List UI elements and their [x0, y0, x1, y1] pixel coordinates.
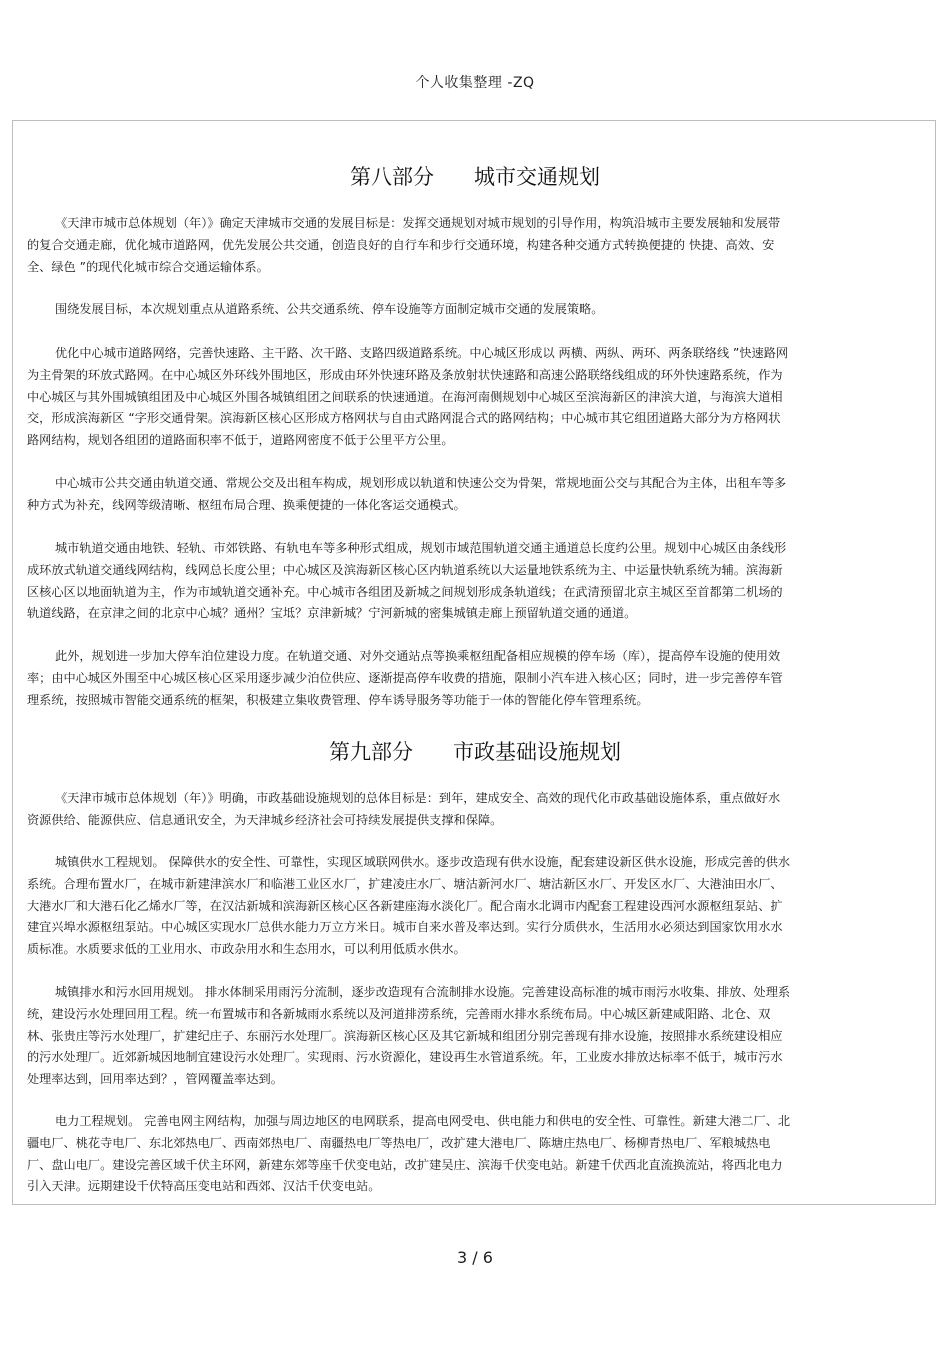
paragraph-line: 中心城市公共交通由轨道交通、常规公交及出租车构成，规划形成以轨道和快速公交为骨架，常规地面公交与其配合为主体，出租车等多 — [55, 476, 787, 490]
paragraph-line: 区核心区以地面轨道为主，作为市域轨道交通补充。中心城市各组团及新城之间规划形成条轨道线；在武清预留北京主城区至首都第二机场的 — [27, 584, 783, 599]
paragraph-line: 理系统，按照城市智能交通系统的框架，积极建立集收费管理、停车诱导服务等功能于一体的智能化停车管理系统。 — [27, 692, 649, 707]
paragraph — [27, 473, 923, 517]
page-header: 个人收集整理 -ZQ — [415, 75, 535, 91]
paragraph-line: 林、张贵庄等污水处理厂，扩建纪庄子、东丽污水处理厂。滨海新区核心区及其它新城和组团分别完善现有排水设施，按照排水系统建设相应 — [27, 1028, 783, 1043]
paragraph — [27, 852, 923, 961]
paragraph-line: 城镇供水工程规划。 保障供水的安全性、可靠性，实现区域联网供水。逐步改造现有供水设施，配套建设新区供水设施，形成完善的供水 — [55, 855, 791, 869]
paragraph-line: 全、绿色 ”的现代化城市综合交通运输体系。 — [27, 259, 269, 274]
page-number: 3 / 6 — [457, 1248, 493, 1267]
paragraph-line: 的污水处理厂。近郊新城因地制宜建设污水处理厂。实现雨、污水资源化，建设再生水管道系统。年，工业废水排放达标率不低于，城市污水 — [27, 1050, 783, 1065]
paragraph-line: 处理率达到，回用率达到？，管网覆盖率达到。 — [27, 1072, 283, 1087]
paragraph-line: 围绕发展目标，本次规划重点从道路系统、公共交通系统、停车设施等方面制定城市交通的发展策略。 — [55, 302, 604, 316]
paragraph-line: 《天津市城市总体规划（年）》确定天津城市交通的发展目标是：发挥交通规划对城市规划的引导作用，构筑沿城市主要发展轴和发展带 — [55, 216, 781, 230]
paragraph-line: 成环放式轨道交通线网结构，线网总长度公里；中心城区及滨海新区核心区内轨道系统以大运量地铁系统为主、中运量快轨系统为辅。滨海新 — [27, 562, 783, 577]
paragraph-line: 此外，规划进一步加大停车泊位建设力度。在轨道交通、对外交通站点等换乘枢纽配备相应规模的停车场（库），提高停车设施的使用效 — [55, 649, 781, 663]
paragraph — [27, 343, 923, 452]
document-content — [12, 120, 936, 1205]
paragraph-line: 厂、盘山电厂。建设完善区域千伏主环网，新建东郊等座千伏变电站，改扩建吴庄、滨海千伏变电站。新建千伏西北直流换流站，将西北电力 — [27, 1157, 783, 1172]
paragraph-line: 质标准。水质要求低的工业用水、市政杂用水和生态用水，可以利用低质水供水。 — [27, 942, 466, 957]
paragraph — [27, 982, 923, 1091]
paragraph-line: 优化中心城市道路网络，完善快速路、主干路、次干路、支路四级道路系统。中心城区形成以 两横、两纵、两环、两条联络线 ”快速路网 — [55, 346, 789, 360]
paragraph-line: 资源供给、能源供应、信息通讯安全，为天津城乡经济社会可持续发展提供支撑和保障。 — [27, 812, 503, 827]
paragraph-line: 城镇排水和污水回用规划。 排水体制采用雨污分流制，逐步改造现有合流制排水设施。完善建设高标准的城市雨污水收集、排放、处理系 — [55, 985, 791, 999]
paragraph-line: 为主骨架的环放式路网。在中心城区外环线外围地区，形成由环外快速环路及条放射状快速路和高速公路联络线组成的环外快速路系统，作为 — [27, 367, 783, 382]
paragraph — [27, 538, 923, 625]
section-title-infrastructure: 第九部分 市政基础设施规划 — [328, 740, 622, 764]
paragraph-line: 大港水厂和大港石化乙烯水厂等，在汉沽新城和滨海新区核心区各新建座海水淡化厂。配合南水北调市内配套工程建设西河水源枢纽泵站、扩 — [27, 898, 783, 913]
paragraph — [27, 646, 923, 711]
paragraph-line: 引入天津。远期建设千伏特高压变电站和西郊、汉沽千伏变电站。 — [27, 1179, 381, 1194]
paragraph-line: 统，建设污水处理回用工程。统一布置城市和各新城雨水系统以及河道排涝系统，完善雨水排水系统布局。中心城区新建咸阳路、北仓、双 — [27, 1006, 771, 1021]
paragraph-line: 的复合交通走廊，优化城市道路网，优先发展公共交通，创造良好的自行车和步行交通环境，构建各种交通方式转换便捷的 快捷、高效、安 — [27, 237, 775, 252]
paragraph-line: 率；由中心城区外围至中心城区核心区采用逐步减少泊位供应、逐渐提高停车收费的措施，限制小汽车进入核心区；同时，进一步完善停车管 — [27, 670, 783, 685]
paragraph — [27, 299, 923, 321]
paragraph-line: 系统。合理布置水厂，在城市新建津滨水厂和临港工业区水厂，扩建凌庄水厂、塘沽新河水厂、塘沽新区水厂、开发区水厂、大港油田水厂、 — [27, 876, 783, 891]
paragraph-line: 城市轨道交通由地铁、轻轨、市郊铁路、有轨电车等多种形式组成，规划市域范围轨道交通主通道总长度约公里。规划中心城区由条线形 — [55, 541, 787, 555]
paragraph-line: 种方式为补充，线网等级清晰、枢纽布局合理、换乘便捷的一体化客运交通模式。 — [27, 497, 466, 512]
paragraph-line: 电力工程规划。 完善电网主网结构，加强与周边地区的电网联系，提高电网受电、供电能力和供电的安全性、可靠性。新建大港二厂、北 — [55, 1114, 791, 1128]
paragraph-line: 中心城区与其外围城镇组团及中心城区外围各城镇组团之间联系的快速通道。在海河南侧规划中心城区至滨海新区的津滨大道，与海滨大道相 — [27, 389, 783, 404]
paragraph — [27, 788, 923, 832]
paragraph-line: 《天津市城市总体规划（年）》明确，市政基础设施规划的总体目标是：到年，建成安全、高效的现代化市政基础设施体系，重点做好水 — [55, 791, 781, 805]
paragraph-line: 路网结构，规划各组团的道路面积率不低于，道路网密度不低于公里平方公里。 — [27, 433, 454, 448]
paragraph-line: 疆电厂、桃花寺电厂、东北郊热电厂、西南郊热电厂、南疆热电厂等热电厂，改扩建大港电厂、陈塘庄热电厂、杨柳青热电厂、军粮城热电 — [27, 1135, 771, 1150]
section-title-transport: 第八部分 城市交通规划 — [349, 165, 601, 189]
paragraph-line: 交，形成滨海新区 “字形交通骨架。滨海新区核心区形成方格网状与自由式路网混合式的路网结构；中心城市其它组团道路大部分为方格网状 — [27, 411, 781, 426]
paragraph — [27, 1111, 923, 1198]
paragraph-line: 轨道线路，在京津之间的北京中心城？通州？宝坻？京津新城？宁河新城的密集城镇走廊上预留轨道交通的通道。 — [27, 606, 637, 621]
paragraph — [27, 213, 923, 278]
paragraph-line: 建宜兴埠水源枢纽泵站。中心城区实现水厂总供水能力万立方米日。城市自来水普及率达到。实行分质供水，生活用水必须达到国家饮用水水 — [27, 920, 783, 935]
